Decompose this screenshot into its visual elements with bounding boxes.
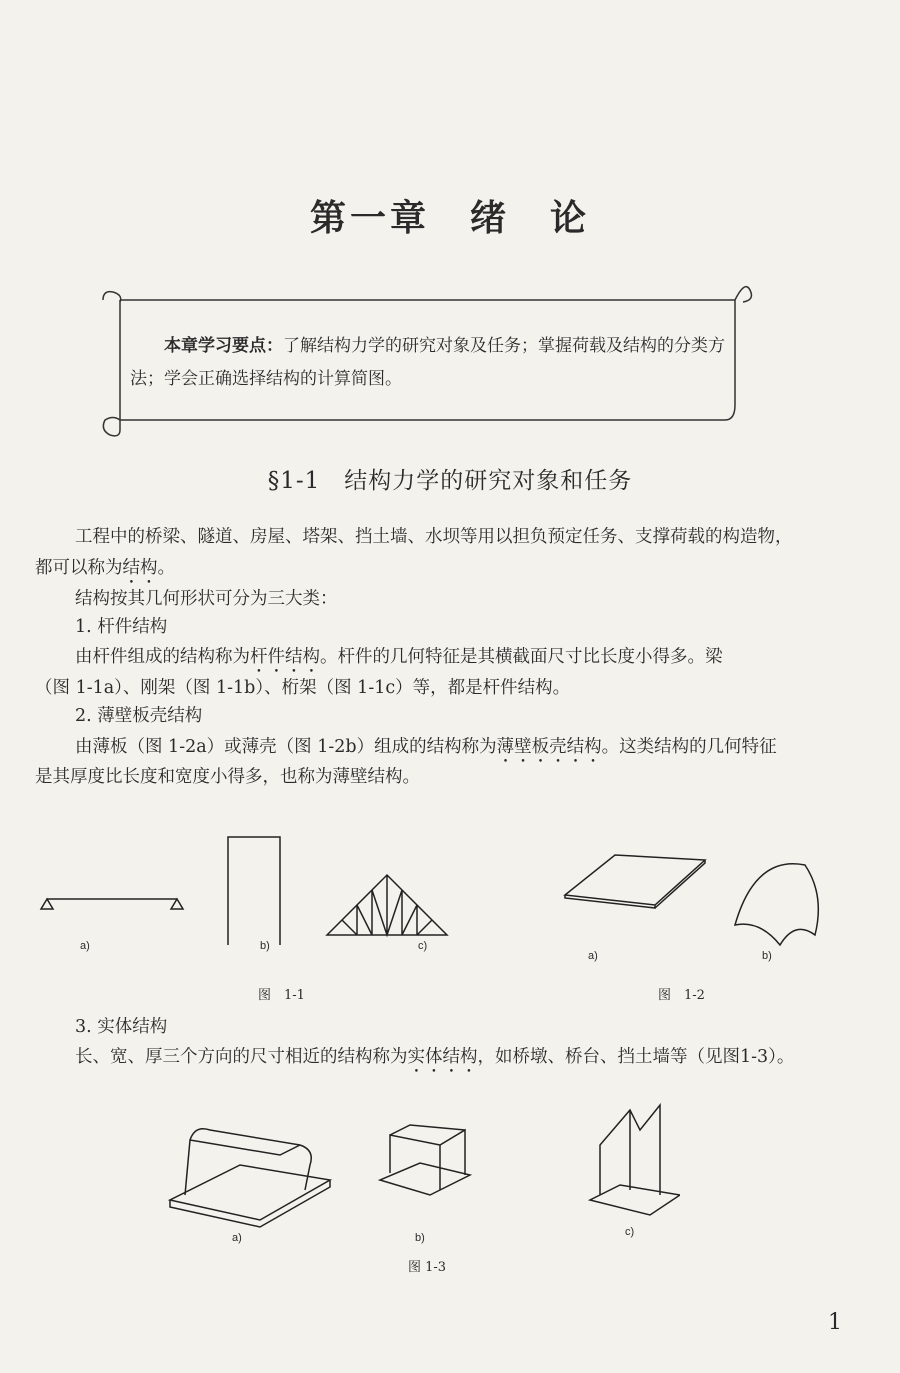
paragraph: 是其厚度比长度和宽度小得多，也称为薄壁结构。 bbox=[35, 767, 420, 787]
figure-1-1-1-2-drawings bbox=[35, 835, 825, 975]
key-points-text: 了解结构力学的研究对象及任务；掌握荷载及结构的分类方法；学会正确选择结构的计算简图。 bbox=[130, 336, 725, 389]
fig-label: b) bbox=[260, 940, 270, 952]
emphasis-term: 薄壁板壳结构 bbox=[496, 737, 602, 757]
text: 。这类结构的几何特征 bbox=[601, 737, 777, 757]
emphasis-term: 杆件结构 bbox=[250, 647, 320, 667]
paragraph: 工程中的桥梁、隧道、房屋、塔架、挡土墙、水坝等用以担负预定任务、支撑荷载的构造物， bbox=[75, 527, 793, 547]
chapter-title: 第一章 绪 论 bbox=[309, 198, 590, 239]
subheading: 1. 杆件结构 bbox=[75, 617, 168, 637]
section-title: §1-1 结构力学的研究对象和任务 bbox=[267, 468, 633, 494]
page-number: 1 bbox=[828, 1310, 842, 1335]
subheading: 2. 薄壁板壳结构 bbox=[75, 706, 203, 726]
fig-label: a) bbox=[232, 1232, 242, 1244]
text: 长、宽、厚三个方向的尺寸相近的结构称为 bbox=[75, 1047, 408, 1067]
text: 由杆件组成的结构称为 bbox=[75, 647, 250, 667]
paragraph: （图 1-1a）、刚架（图 1-1b）、桁架（图 1-1c）等，都是杆件结构。 bbox=[35, 678, 571, 698]
subheading: 3. 实体结构 bbox=[75, 1017, 168, 1037]
key-points-label: 本章学习要点： bbox=[164, 336, 283, 356]
fig-label: a) bbox=[80, 940, 90, 952]
text: ，如桥墩、桥台、挡土墙等（见图1-3）。 bbox=[477, 1047, 795, 1067]
paragraph bbox=[35, 553, 835, 588]
text: 都可以称为 bbox=[35, 558, 123, 578]
text: 由薄板（图 1-2a）或薄壳（图 1-2b）组成的结构称为 bbox=[75, 737, 497, 757]
figure-caption: 图 1-2 bbox=[658, 988, 705, 1003]
fig-label: c) bbox=[418, 940, 428, 952]
text: 。 bbox=[157, 558, 175, 578]
paragraph bbox=[35, 1042, 835, 1077]
paragraph: 结构按其几何形状可分为三大类： bbox=[75, 589, 338, 609]
text: 。杆件的几何特征是其横截面尺寸比长度小得多。梁 bbox=[320, 647, 723, 667]
paragraph bbox=[35, 642, 835, 677]
figure-1-3-drawings bbox=[160, 1085, 680, 1245]
fig-label: a) bbox=[588, 950, 598, 962]
key-points bbox=[130, 330, 730, 396]
emphasis-term: 结构 bbox=[122, 558, 158, 578]
figure-caption: 图 1-3 bbox=[408, 1260, 447, 1275]
fig-label: b) bbox=[415, 1232, 425, 1244]
fig-label: c) bbox=[625, 1226, 635, 1238]
fig-label: b) bbox=[762, 950, 772, 962]
emphasis-term: 实体结构 bbox=[407, 1047, 478, 1067]
figure-caption: 图 1-1 bbox=[258, 988, 305, 1003]
